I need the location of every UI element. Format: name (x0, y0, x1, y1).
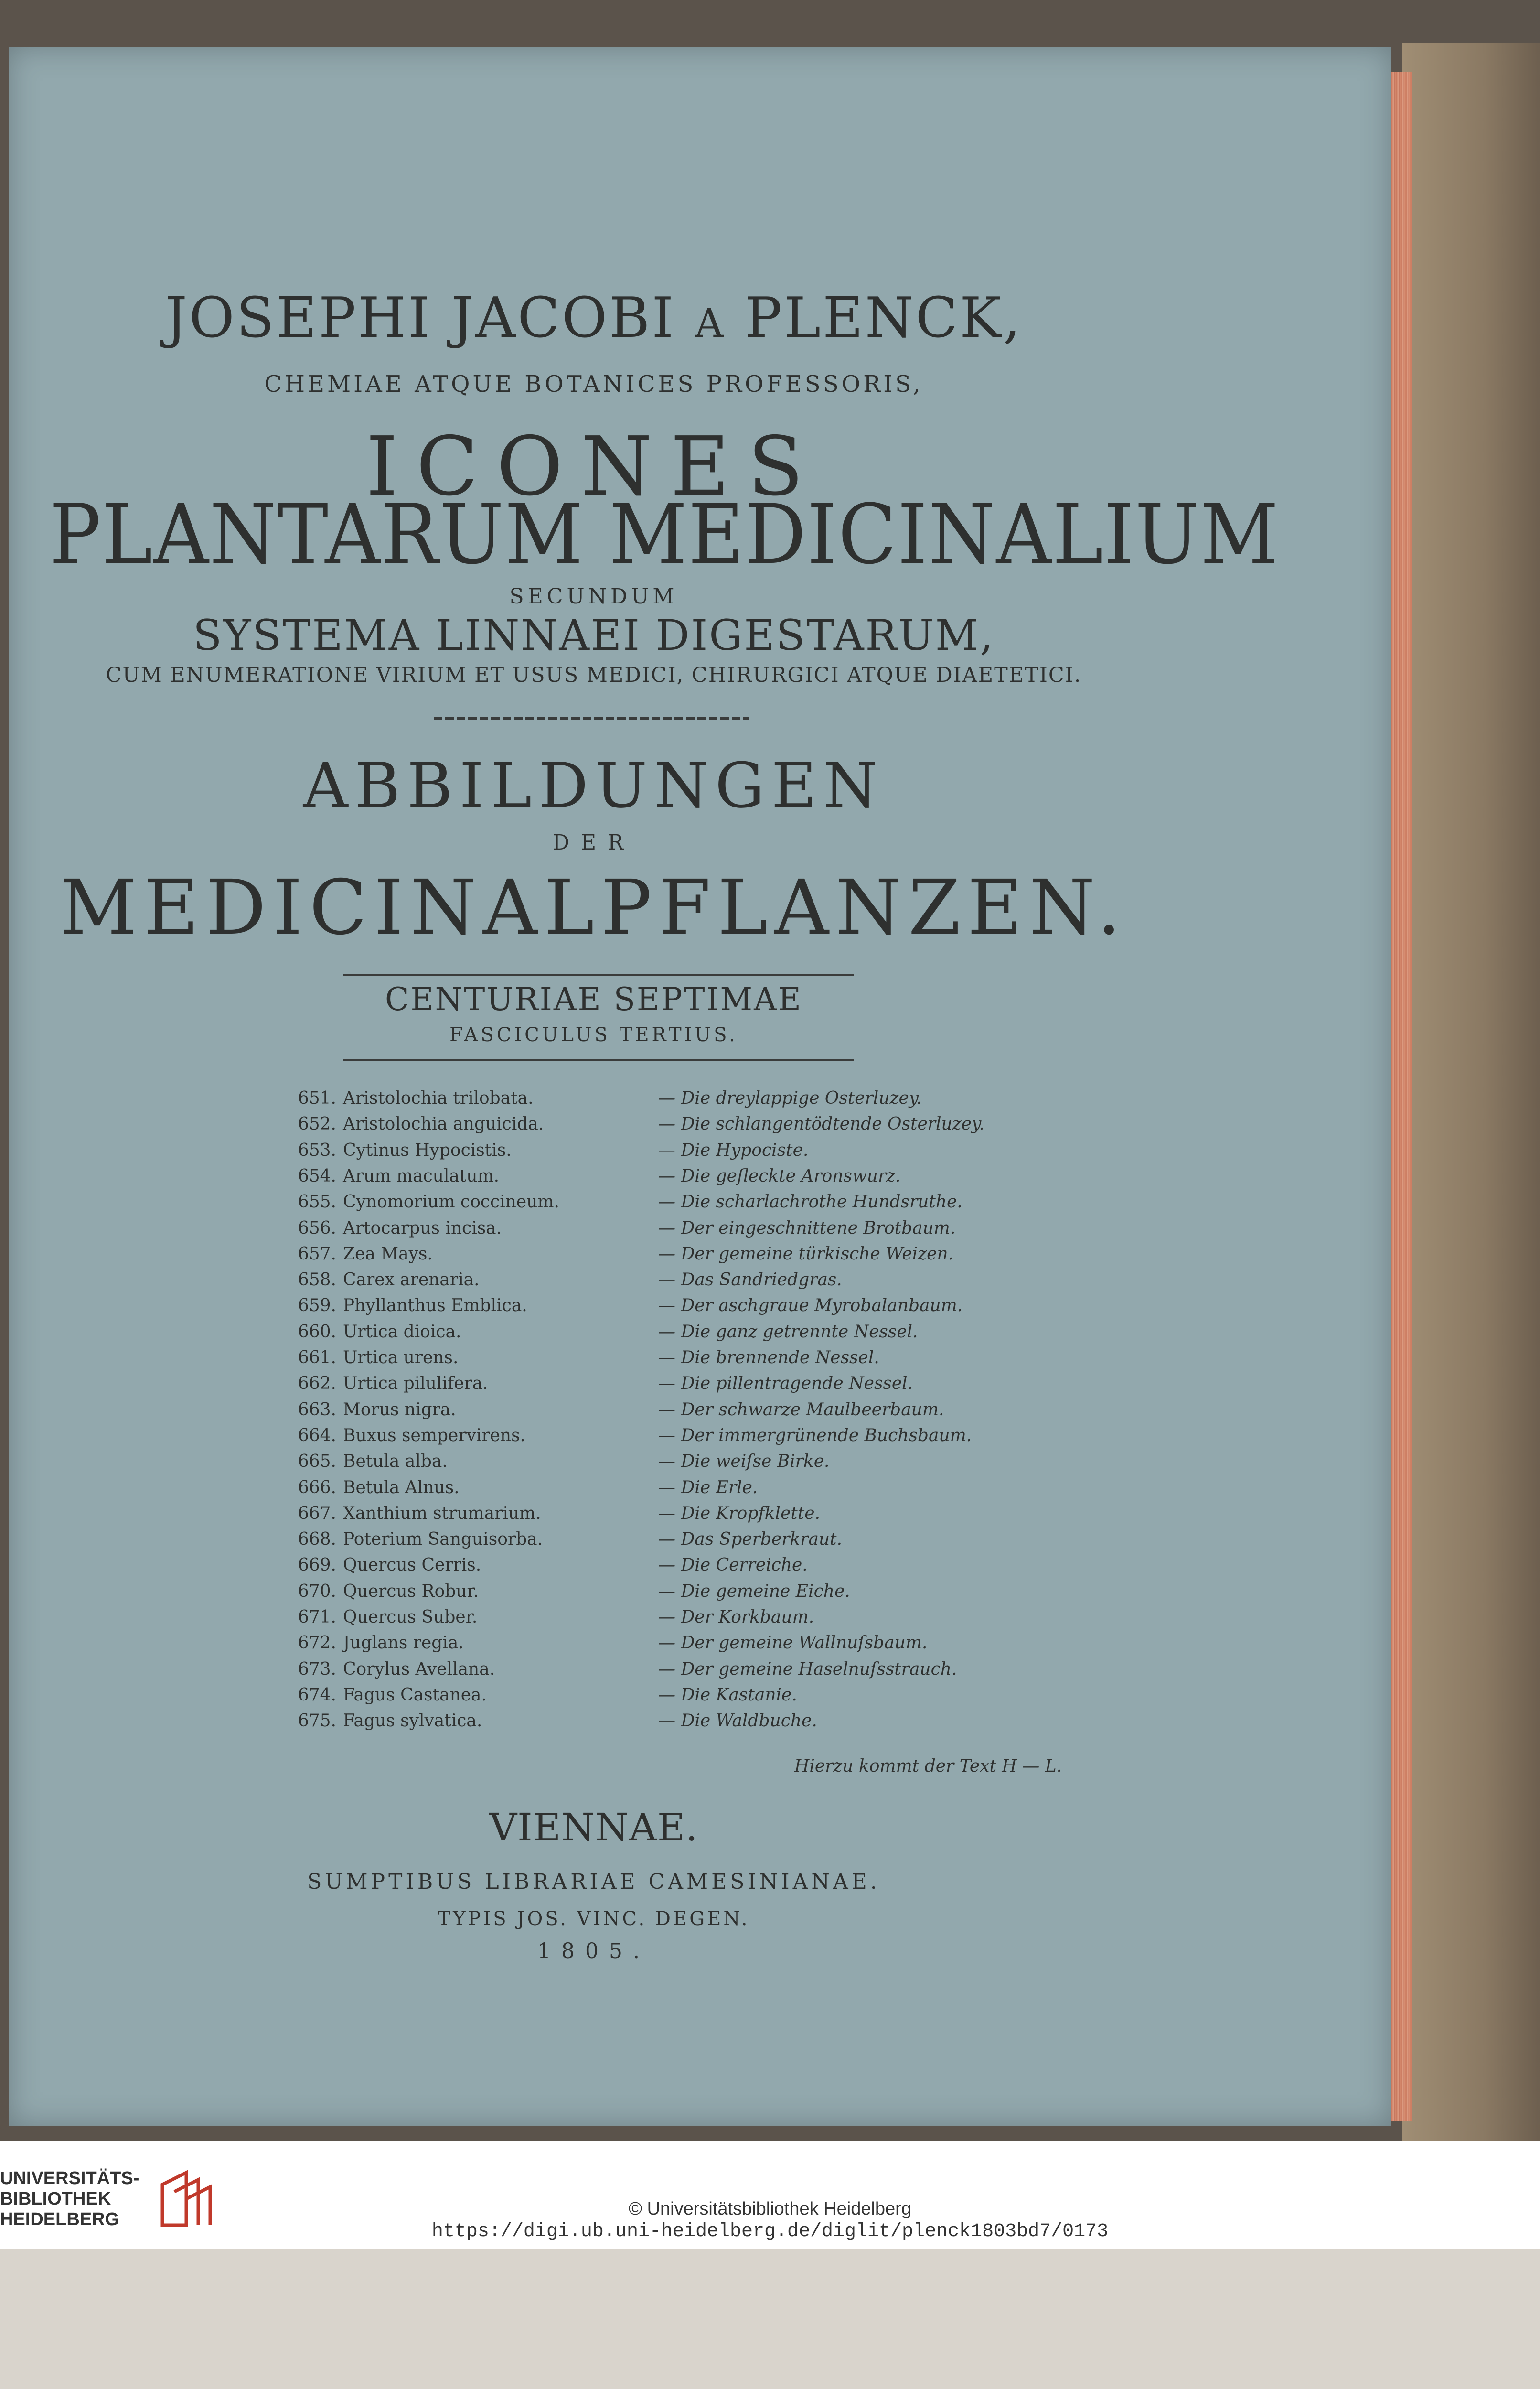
imprint-city: VIENNAE. (489, 1805, 698, 1850)
plant-latin-name: Artocarpus incisa. (343, 1218, 502, 1238)
title-page (9, 47, 1391, 2126)
plant-number: 667. (298, 1503, 336, 1523)
plant-number: 672. (298, 1633, 336, 1653)
plant-number: 666. (298, 1477, 336, 1497)
plant-number: 657. (298, 1244, 336, 1264)
plant-german-name: — Die Erle. (658, 1477, 758, 1497)
medicinalpflanzen-heading: MEDICINALPFLANZEN. (60, 864, 1128, 952)
plant-german-name: — Die gemeine Eiche. (658, 1581, 850, 1601)
plant-latin-name: Zea Mays. (343, 1244, 433, 1264)
plant-german-name: — Die dreylappige Osterluzey. (658, 1088, 922, 1108)
plant-number: 656. (298, 1218, 336, 1238)
plant-number: 669. (298, 1555, 336, 1575)
plant-german-name: — Der gemeine türkische Weizen. (658, 1244, 954, 1264)
plant-latin-name: Urtica urens. (343, 1348, 459, 1367)
plant-number: 653. (298, 1140, 336, 1160)
plant-number: 659. (298, 1296, 336, 1316)
plant-latin-name: Quercus Cerris. (343, 1555, 481, 1575)
plant-number: 665. (298, 1452, 336, 1472)
plant-german-name: — Die Cerreiche. (658, 1555, 808, 1575)
book-board (1402, 43, 1540, 2141)
plant-number: 668. (298, 1529, 336, 1550)
plant-latin-name: Fagus Castanea. (343, 1685, 487, 1705)
plant-german-name: — Die schlangentödtende Osterluzey. (658, 1114, 984, 1134)
plant-number: 655. (298, 1192, 336, 1212)
plant-latin-name: Aristolochia trilobata. (343, 1088, 534, 1108)
plant-latin-name: Betula alba. (343, 1452, 448, 1472)
secundum-line: SECUNDUM (509, 584, 678, 609)
author-name-a: JOSEPHI JACOBI (165, 286, 676, 350)
plant-number: 663. (298, 1399, 336, 1420)
plant-number: 673. (298, 1659, 336, 1679)
ornamental-rule (434, 713, 749, 723)
plant-number: 671. (298, 1607, 336, 1627)
plant-latin-name: Cytinus Hypocistis. (343, 1140, 512, 1160)
plant-german-name: — Der eingeschnittene Brotbaum. (658, 1218, 956, 1238)
plant-latin-name: Fagus sylvatica. (343, 1711, 482, 1731)
plant-number: 651. (298, 1088, 336, 1108)
plant-german-name: — Die Kastanie. (658, 1685, 797, 1705)
imprint-year: 1805. (537, 1939, 650, 1963)
plant-number: 662. (298, 1374, 336, 1394)
plant-latin-name: Phyllanthus Emblica. (343, 1296, 527, 1316)
cum-line: CUM ENUMERATIONE VIRIUM ET USUS MEDICI, CHIRURGICI ATQUE DIAETETICI. (106, 663, 1082, 687)
plant-german-name: — Die pillentragende Nessel. (658, 1374, 913, 1394)
copyright-line: © Universitätsbibliothek Heidelberg (629, 2199, 911, 2219)
plant-latin-name: Buxus sempervirens. (343, 1425, 525, 1445)
centuriae-line: CENTURIAE SEPTIMAE (385, 981, 802, 1018)
library-name-line3: HEIDELBERG (0, 2209, 119, 2229)
professor-line: CHEMIAE ATQUE BOTANICES PROFESSORIS, (264, 371, 923, 398)
author-line (9, 286, 1179, 350)
systema-line: SYSTEMA LINNAEI DIGESTARUM, (192, 611, 995, 660)
plant-latin-name: Urtica pilulifera. (343, 1374, 488, 1394)
plant-german-name: — Die Waldbuche. (658, 1711, 817, 1731)
plant-number: 661. (298, 1348, 336, 1367)
plant-latin-name: Juglans regia. (343, 1633, 464, 1653)
plant-german-name: — Der immergrünende Buchsbaum. (658, 1425, 972, 1445)
der-line: DER (552, 830, 635, 855)
plant-german-name: — Der aschgraue Myrobalanbaum. (658, 1296, 963, 1316)
library-name-line1: UNIVERSITÄTS- (0, 2168, 139, 2188)
imprint-publisher: SUMPTIBUS LIBRARIAE CAMESINIANAE. (307, 1870, 880, 1894)
library-name-line2: BIBLIOTHEK (0, 2189, 111, 2209)
permalink-url[interactable]: https://digi.ub.uni-heidelberg.de/diglit/plenck1803bd7/0173 (431, 2221, 1109, 2242)
plant-german-name: — Der gemeine Haselnuſsstrauch. (658, 1659, 957, 1679)
plant-latin-name: Arum maculatum. (343, 1166, 500, 1186)
divider-top (343, 974, 854, 976)
plant-german-name: — Die ganz getrennte Nessel. (658, 1322, 918, 1342)
plant-number: 658. (298, 1270, 336, 1290)
plant-latin-name: Poterium Sanguisorba. (343, 1529, 543, 1550)
plant-german-name: — Der schwarze Maulbeerbaum. (658, 1399, 944, 1420)
plant-latin-name: Carex arenaria. (343, 1270, 480, 1290)
text-note: Hierzu kommt der Text H — L. (794, 1756, 1062, 1776)
plant-latin-name: Quercus Suber. (343, 1607, 478, 1627)
abbildungen-heading: ABBILDUNGEN (303, 749, 885, 822)
icones-heading: ICONES (366, 420, 822, 514)
plant-latin-name: Corylus Avellana. (343, 1659, 495, 1679)
plant-german-name: — Das Sperberkraut. (658, 1529, 843, 1550)
author-particle: A (695, 301, 726, 346)
plant-german-name: — Die Hypociste. (658, 1140, 809, 1160)
plant-number: 664. (298, 1425, 336, 1445)
plant-number: 674. (298, 1685, 336, 1705)
divider-bottom (343, 1059, 854, 1061)
fasciculus-line: FASCICULUS TERTIUS. (449, 1024, 738, 1046)
plant-number: 675. (298, 1711, 336, 1731)
plant-german-name: — Die scharlachrothe Hundsruthe. (658, 1192, 962, 1212)
plant-latin-name: Quercus Robur. (343, 1581, 479, 1601)
imprint-printer: TYPIS JOS. VINC. DEGEN. (438, 1908, 750, 1930)
plant-german-name: — Die brennende Nessel. (658, 1348, 879, 1367)
plant-latin-name: Morus nigra. (343, 1399, 456, 1420)
plant-german-name: — Die weiſse Birke. (658, 1452, 830, 1472)
plant-german-name: — Der Korkbaum. (658, 1607, 814, 1627)
plantarum-heading: PLANTARUM MEDICINALIUM (49, 486, 1280, 582)
plant-number: 652. (298, 1114, 336, 1134)
plant-german-name: — Der gemeine Wallnuſsbaum. (658, 1633, 928, 1653)
plant-latin-name: Cynomorium coccineum. (343, 1192, 559, 1212)
plant-number: 660. (298, 1322, 336, 1342)
plant-number: 654. (298, 1166, 336, 1186)
plant-german-name: — Das Sandriedgras. (658, 1270, 842, 1290)
plant-latin-name: Urtica dioica. (343, 1322, 461, 1342)
plant-number: 670. (298, 1581, 336, 1601)
plant-latin-name: Aristolochia anguicida. (343, 1114, 544, 1134)
plant-latin-name: Betula Alnus. (343, 1477, 460, 1497)
plant-german-name: — Die Kropfklette. (658, 1503, 821, 1523)
author-name-b: PLENCK, (745, 286, 1023, 350)
plant-latin-name: Xanthium strumarium. (343, 1503, 541, 1523)
plant-german-name: — Die gefleckte Aronswurz. (658, 1166, 901, 1186)
